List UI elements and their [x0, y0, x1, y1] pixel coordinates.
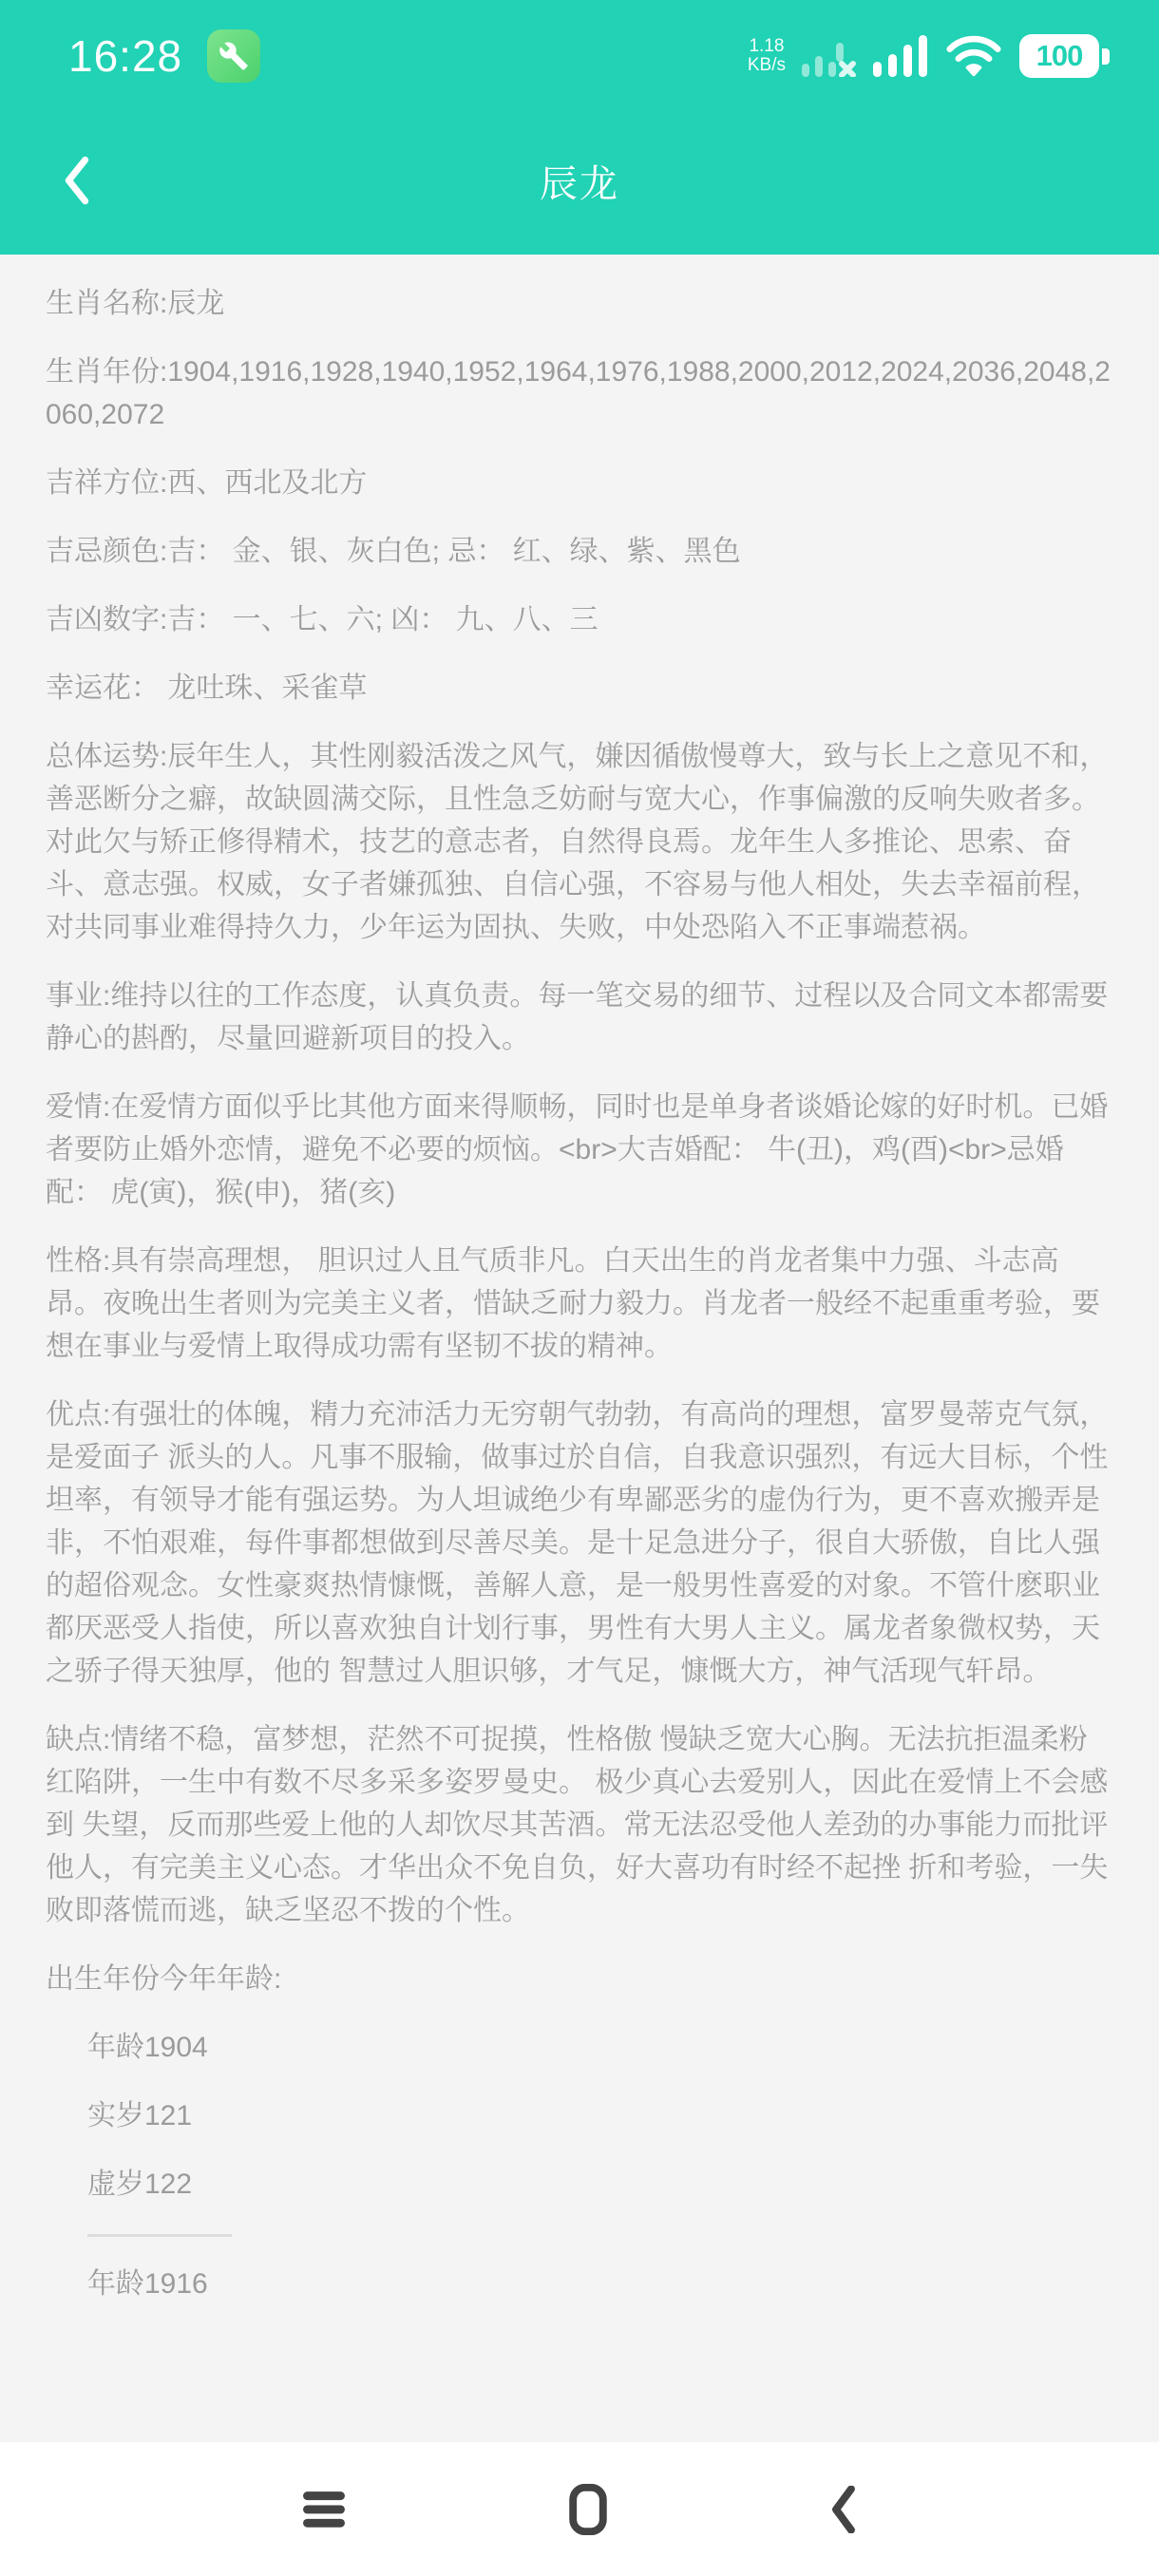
recents-button[interactable]	[293, 2480, 355, 2539]
wrench-icon	[218, 41, 249, 71]
zodiac-years: 生肖年份:1904,1916,1928,1940,1952,1964,1976,1988,2000,2012,2024,2036,2048,2060,2072	[46, 356, 1111, 430]
recents-icon	[302, 2490, 346, 2529]
age-row-actual-age: 实岁121	[87, 2100, 193, 2131]
page-title: 辰龙	[540, 162, 619, 205]
app-bar	[0, 106, 1159, 255]
weaknesses: 缺点:情绪不稳，富梦想，茫然不可捉摸，性格傲 慢缺乏宽大心胸。无法抗拒温柔粉红陷阱，一生中有数不尽多采多姿罗曼史。 极少真心去爱别人，因此在爱情上不会感到 失望，反而那些爱上他的人却饮尽其苦酒。常无法忍受他人差劲的办事能力而批评他人，有完美主义心态。才华出众不免自负，好大喜功有时经不起挫 折和考验，一失败即落慌而逃，缺乏坚忍不拨的个性。	[46, 1724, 1109, 1926]
network-speed-unit: KB/s	[747, 55, 786, 75]
cellular-signal-icon	[873, 35, 928, 77]
status-icons	[748, 33, 1110, 79]
android-nav-bar	[0, 2442, 1159, 2576]
battery-level: 100	[1036, 39, 1083, 72]
lucky-numbers: 吉凶数字:吉： 一、七、六; 凶： 九、八、三	[46, 604, 598, 635]
ages-list	[46, 2026, 1113, 2305]
lucky-colors: 吉忌颜色:吉： 金、银、灰白色; 忌： 红、绿、紫、黑色	[46, 536, 741, 567]
back-chevron-icon	[830, 2486, 857, 2533]
lucky-directions: 吉祥方位:西、西北及北方	[46, 467, 368, 499]
overall-fortune: 总体运势:辰年生人，其性刚毅活泼之风气，嫌因循傲慢尊大，致与长上之意见不和，善恶断分之癖，故缺圆满交际，且性急乏妨耐与宽大心，作事偏激的反响失败者多。对此欠与矫正修得精术，技艺的意志者，自然得良焉。龙年生人多推论、思索、奋斗、意志强。权威，女子者嫌孤独、自信心强，不容易与他人相处，失去幸福前程，对共同事业难得持久力，少年运为固执、失败，中处恐陷入不正事端惹祸。	[46, 741, 1109, 943]
sim1-no-signal-icon	[802, 35, 857, 77]
wrench-badge-icon	[207, 29, 260, 83]
top-teal-block	[0, 0, 1159, 255]
love: 爱情:在爱情方面似乎比其他方面来得顺畅，同时也是单身者谈婚论嫁的好时机。已婚者要防止婚外恋情，避免不必要的烦恼。<br>大吉婚配： 牛(丑)，鸡(酉)<br>忌婚配： 虎(寅)，猴(申)，猪(亥)	[46, 1091, 1109, 1208]
personality: 性格:具有崇高理想， 胆识过人且气质非凡。白天出生的肖龙者集中力强、斗志高昂。夜晚出生者则为完美主义者，惜缺乏耐力毅力。肖龙者一般经不起重重考验，要想在事业与爱情上取得成功需有坚韧不拔的精神。	[46, 1245, 1100, 1362]
strengths: 优点:有强壮的体魄，精力充沛活力无穷朝气勃勃，有高尚的理想，富罗曼蒂克气氛，是爱面子 派头的人。凡事不服输，做事过於自信，自我意识强烈，有远大目标，个性坦率，有领导才能有强运势。为人坦诚绝少有卑鄙恶劣的虚伪行为，更不喜欢搬弄是非，不怕艰难，每件事都想做到尽善尽美。是十足急进分子，很自大骄傲，自比人强的超俗观念。女性豪爽热情慷慨，善解人意，是一般男性喜爱的对象。不管什麽职业都厌恶受人指使，所以喜欢独自计划行事，男性有大男人主义。属龙者象微权势，天之骄子得天独厚，他的 智慧过人胆识够，才气足，慷慨大方，神气活现气轩昂。	[46, 1399, 1109, 1687]
age-row-year-1904: 年龄1904	[87, 2032, 208, 2063]
age-row-nominal-age: 虚岁122	[87, 2169, 193, 2200]
status-bar	[0, 0, 1159, 106]
battery-body	[1019, 34, 1099, 78]
network-speed	[748, 37, 786, 75]
battery-nub	[1102, 48, 1110, 65]
content-scroll-area[interactable]	[0, 255, 1159, 2442]
age-group-divider	[87, 2234, 232, 2237]
career: 事业:维持以往的工作态度，认真负责。每一笔交易的细节、过程以及合同文本都需要静心的斟酌，尽量回避新项目的投入。	[46, 980, 1109, 1054]
lucky-flowers: 幸运花： 龙吐珠、采雀草	[46, 672, 368, 704]
back-nav-button[interactable]	[821, 2476, 866, 2543]
battery-icon	[1019, 34, 1110, 78]
home-icon	[569, 2484, 607, 2535]
home-button[interactable]	[560, 2474, 617, 2545]
clock: 16:28	[68, 31, 183, 81]
network-speed-value: 1.18	[749, 36, 785, 56]
zodiac-name: 生肖名称:辰龙	[46, 288, 225, 319]
age-row-year-1916: 年龄1916	[87, 2268, 208, 2300]
ages-heading: 出生年份今年年龄:	[46, 1963, 282, 1995]
back-button[interactable]	[55, 148, 99, 213]
wifi-icon	[944, 33, 1003, 79]
chevron-left-icon	[63, 156, 91, 205]
